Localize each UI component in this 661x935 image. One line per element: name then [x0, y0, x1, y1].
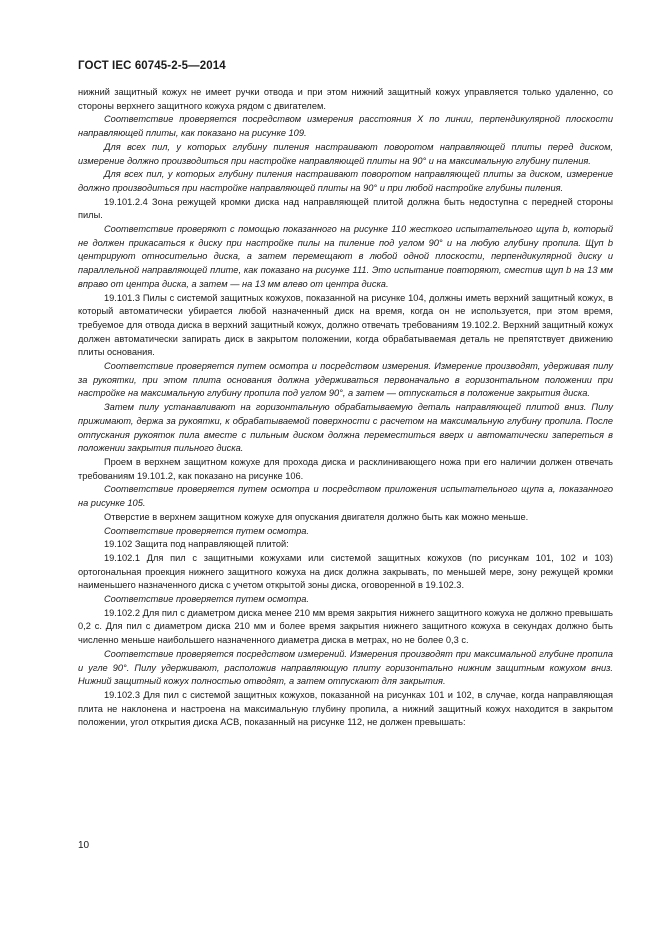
paragraph: Соответствие проверяется путем осмотра и посредством приложения испытательного щупа a, показанного на рисунке 105.: [78, 484, 613, 509]
paragraph: Для всех пил, у которых глубину пиления настраивают поворотом направляющей плиты перед диском, измерение должно производиться при настройке направляющей плиты на 90° и на максимальную глубину пиления.: [78, 141, 613, 166]
paragraph: Затем пилу устанавливают на горизонтальную обрабатываемую деталь направляющей плитой вниз. Пилу прижимают, держа за рукоятки, к обрабатываемой поверхности с расчетом на максимальную глубину пропила. После отпускания рукояток пила вместе с пильным диском должна переместиться вверх и автоматически запереться в положении закрытия пильного диска.: [78, 402, 613, 454]
paragraph: 19.102.1 Для пил с защитными кожухами или системой защитных кожухов (по рисункам 101, 102 и 103) ортогональная проекция нижнего защитного кожуха на диск должна закрывать, по меньшей мере, зону режущей кромки наименьшего назначенного диска с учетом открытой зоны диска, оговоренной в 19.102.3.: [78, 552, 613, 591]
paragraph: Соответствие проверяется посредством измерения расстояния X по линии, перпендикулярной плоскости направляющей плиты, как показано на рисунке 109.: [78, 114, 613, 139]
paragraph: Соответствие проверяется путем осмотра и посредством измерения. Измерение производят, удерживая пилу за рукоятки, при этом плита основания должна удерживаться первоначально в горизонтальном положении при настройке на максимальную глубину пропила под углом 90°, а затем — отпускаться в положение закрытия диска.: [78, 361, 613, 399]
paragraph: Для всех пил, у которых глубину пиления настраивают поворотом направляющей плиты за диском, измерение должно производиться при настройке направляющей плиты на 90° и при любой настройке глубины пиления.: [78, 169, 613, 193]
paragraph: Проем в верхнем защитном кожухе для прохода диска и расклинивающего ножа при его наличии должен отвечать требованиям 19.101.2, как показано на рисунке 106.: [78, 456, 613, 481]
paragraph: Соответствие проверяется путем осмотра.: [104, 594, 309, 605]
paragraph: Соответствие проверяют с помощью показанного на рисунке 110 жесткого испытательного щупа b, который не должен прикасаться к диску при настройке пилы на пиление под углом 90° и на любую глубину пропила. Щуп b центрируют относительно диска, а затем перемещают в любой одной плоскости, перпендикулярной диску и параллельной направляющей плите, как показано на рисунке 111. Это испытание повторяют, сместив щуп b на 13 мм вправо от центра диска, а затем — на 13 мм влево от центра диска.: [78, 224, 613, 289]
paragraph: нижний защитный кожух не имеет ручки отвода и при этом нижний защитный кожух управляется только удаленно, со стороны верхнего защитного кожуха рядом с двигателем.: [78, 87, 613, 111]
paragraph: 19.102.3 Для пил с системой защитных кожухов, показанной на рисунках 101 и 102, в случае, когда направляющая плита не наклонена и настроена на максимальную глубину пропила, а нижний защитный кожух находится в закрытом положении, угол открытия диска ACB, показанный на рисунке 112, не должен превышать:: [78, 689, 613, 728]
paragraph: 19.101.2.4 Зона режущей кромки диска над направляющей плитой должна быть недоступна с передней стороны пилы.: [78, 196, 613, 221]
paragraph: 19.101.3 Пилы с системой защитных кожухов, показанной на рисунке 104, должны иметь верхний защитный кожух, в который автоматически убирается любой назначенный диск на время, когда он не используется, при этом время, требуемое для отвода диска в верхний защитный кожух, должно отвечать требованиям 19.102.2. Верхний защитный кожух должен автоматически запирать диск в закрытом положении, когда обрабатываемая деталь не препятствует движению плиты основания.: [78, 292, 613, 358]
paragraph: 19.102 Защита под направляющей плитой:: [104, 539, 289, 550]
paragraph: Отверстие в верхнем защитном кожухе для опускания двигателя должно быть как можно меньше.: [104, 511, 529, 522]
page-number: 10: [78, 840, 90, 851]
body-text: [78, 86, 613, 730]
paragraph: Соответствие проверяется посредством измерений. Измерения производят при максимальной глубине пропила и угле 90°. Пилу удерживают, расположив направляющую плиту горизонтально нижним защитным кожухом вниз. Нижний защитный кожух полностью отводят, а затем отпускают для закрытия.: [78, 648, 613, 687]
paragraph: Соответствие проверяется путем осмотра.: [104, 525, 309, 536]
paragraph: 19.102.2 Для пил с диаметром диска менее 210 мм время закрытия нижнего защитного кожуха не должно превышать 0,2 с. Для пил с диаметром диска 210 мм и более время закрытия нижнего защитного кожуха в секундах должно быть численно меньше наибольшего назначенного диаметра диска в метрах, но не более 0,3 с.: [78, 607, 613, 646]
document-header-title: ГОСТ IEC 60745-2-5—2014: [78, 60, 226, 72]
